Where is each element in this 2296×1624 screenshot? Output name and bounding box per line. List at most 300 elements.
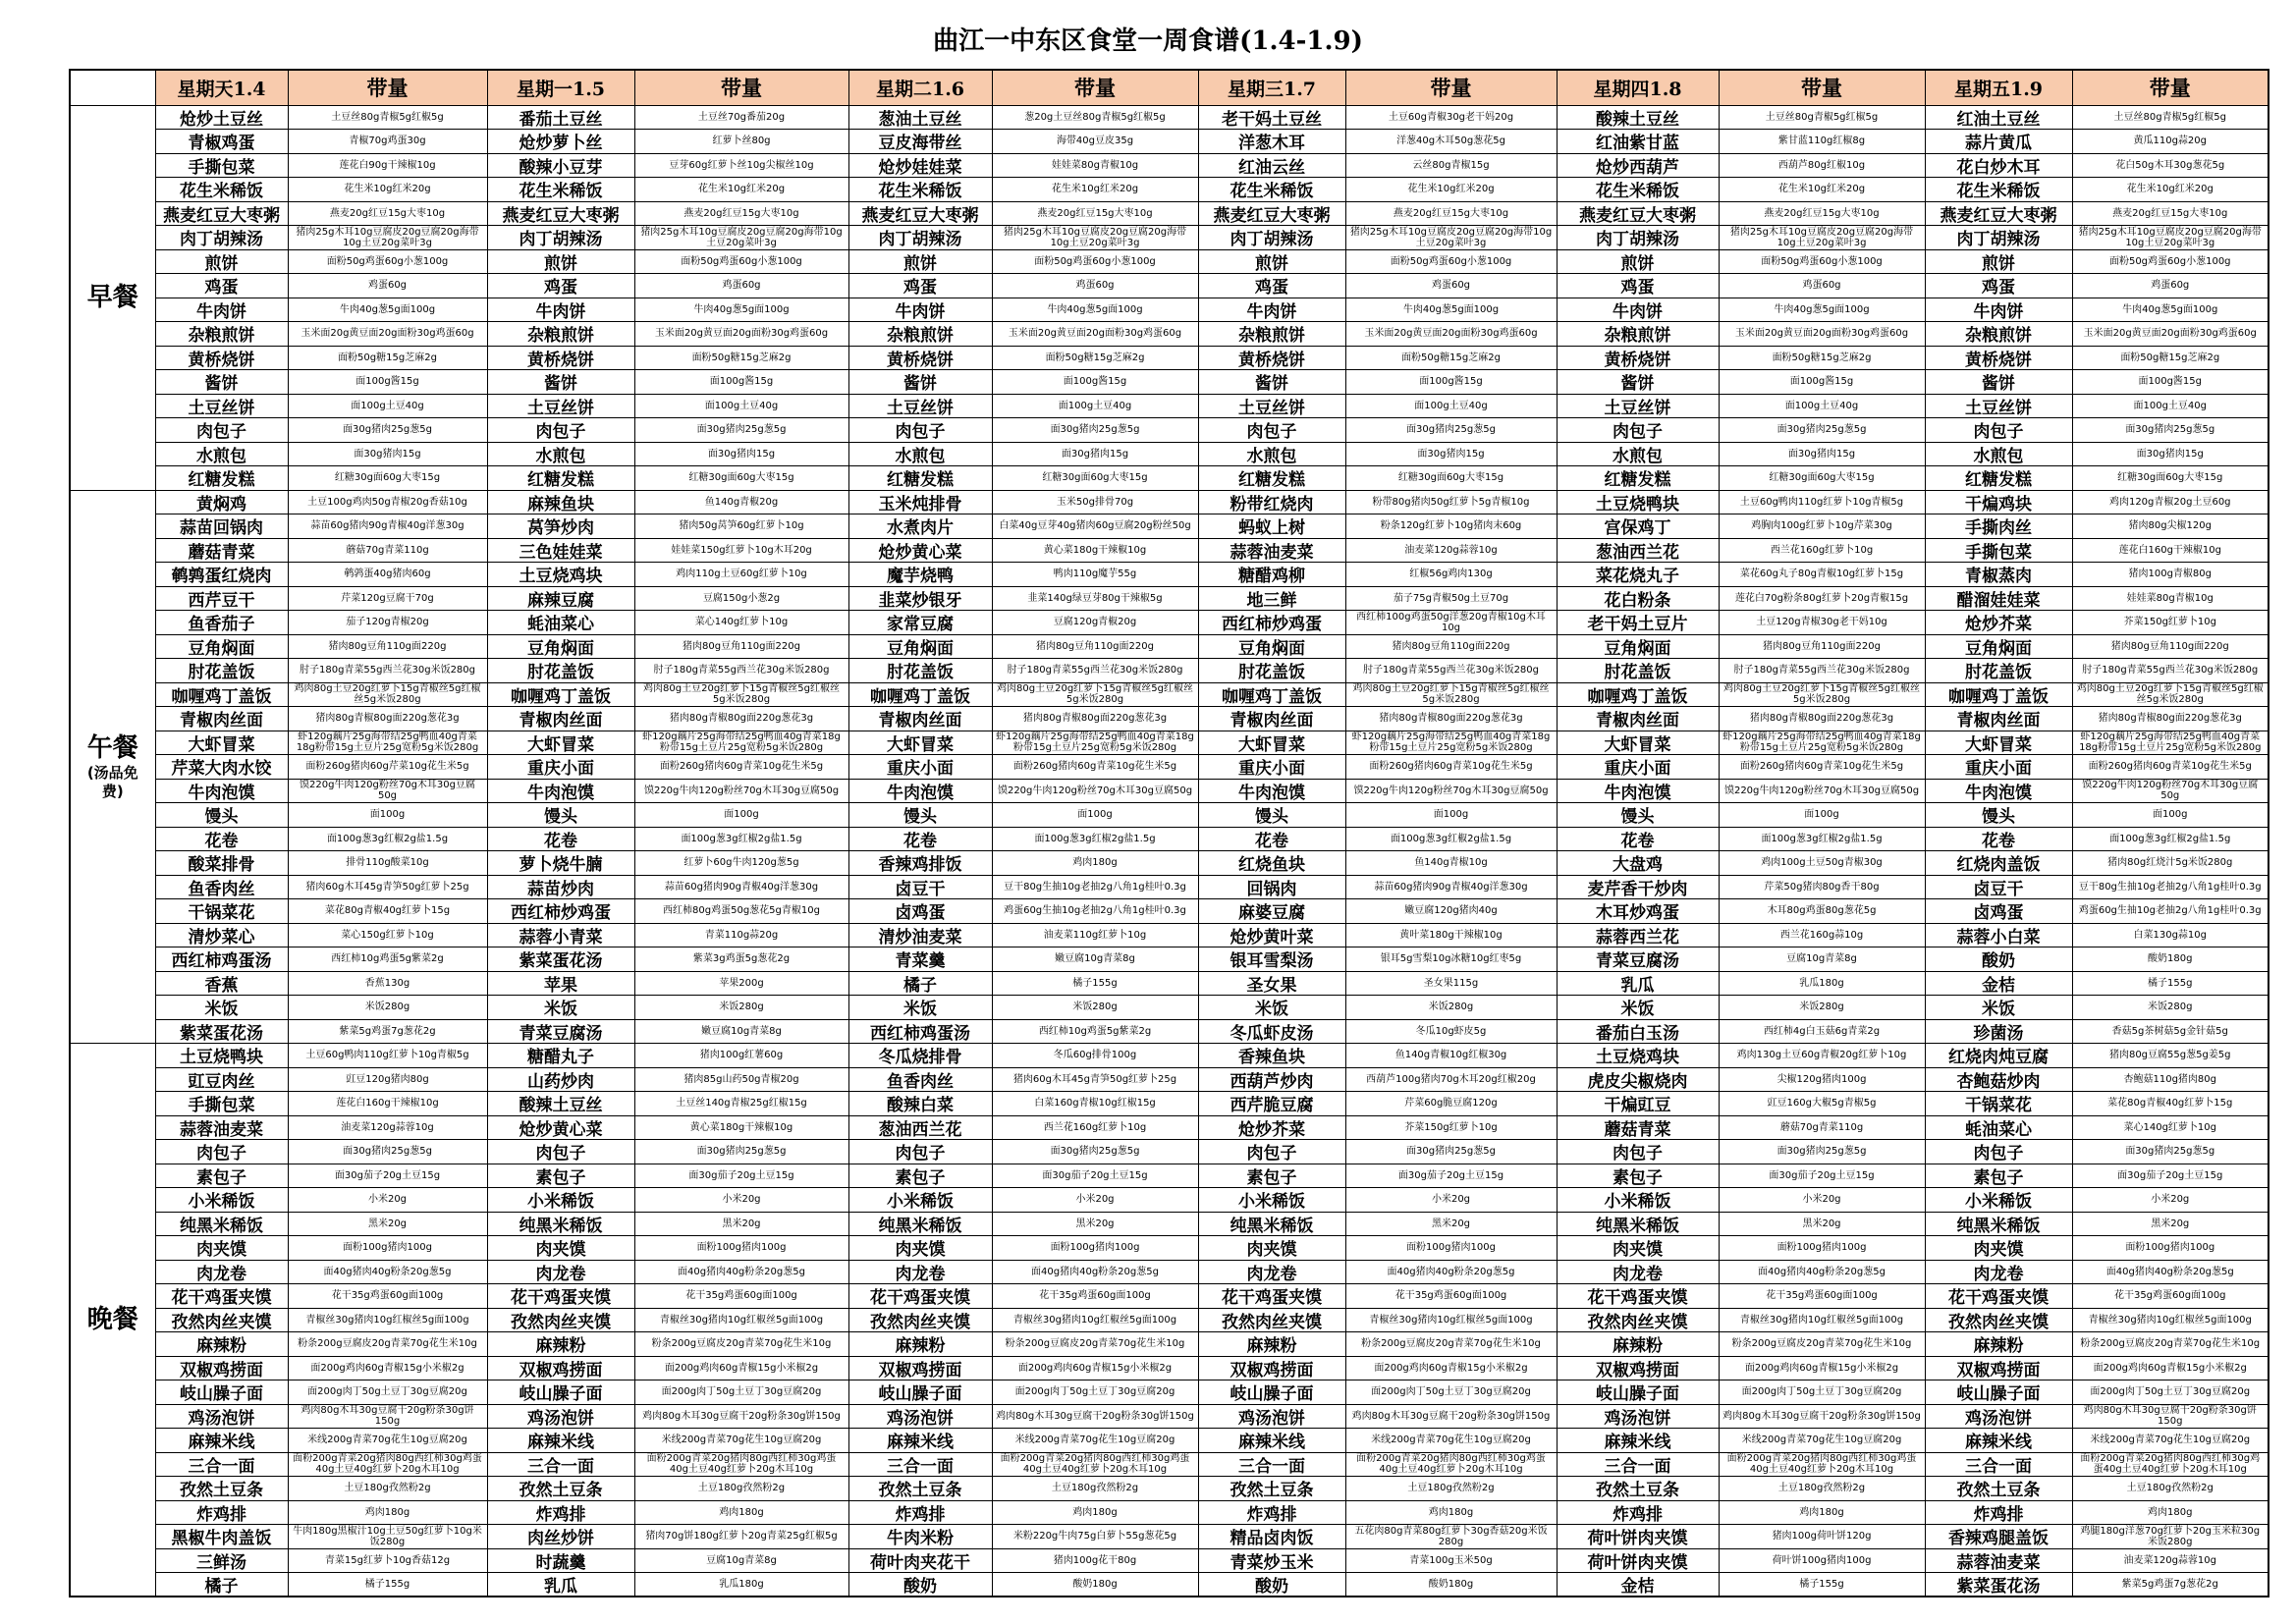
dish-cell: [1925, 875, 2072, 899]
quantity-cell: [288, 1044, 487, 1068]
quantity-cell: [992, 130, 1198, 154]
dish-quantity: 牛肉40g葱5g面100g: [2122, 303, 2218, 315]
dish-cell: [487, 466, 634, 491]
quantity-cell: [992, 1548, 1198, 1573]
dish-name: 干煸豇豆: [1604, 1096, 1671, 1115]
dish-cell: [1925, 105, 2072, 130]
quantity-cell: [2072, 1452, 2269, 1477]
dish-cell: [1198, 827, 1345, 851]
dish-name: 青菜豆腐汤: [519, 1023, 603, 1043]
quantity-cell: [634, 1380, 848, 1405]
quantity-cell: [992, 586, 1198, 611]
dish-name: 鹌鹑蛋红烧肉: [171, 567, 272, 586]
dish-quantity: 黑米20g: [1431, 1218, 1471, 1229]
dish-name: 红糖发糕: [887, 470, 954, 490]
dish-name: 花生米稀饭: [519, 182, 603, 201]
dish-quantity: 菜心140g红萝卜10g: [2123, 1121, 2216, 1133]
dish-quantity: 馍220g牛肉120g粉丝70g木耳30g豆腐50g: [2082, 780, 2259, 802]
quantity-cell: [2072, 346, 2269, 370]
dish-quantity: 玉米面20g黄豆面20g面粉30g鸡蛋60g: [1364, 328, 1538, 340]
dish-cell: [487, 1429, 634, 1453]
menu-row: [70, 563, 2269, 587]
quantity-cell: [1719, 947, 1925, 972]
dish-quantity: 燕麦20g红豆15g大枣10g: [2112, 207, 2228, 219]
dish-cell: [155, 322, 288, 347]
quantity-cell: [634, 971, 848, 996]
dish-quantity: 面100g酱15g: [1063, 376, 1127, 388]
menu-row: [70, 370, 2269, 395]
dish-quantity: 鸡蛋60g: [1075, 280, 1115, 292]
dish-name: 燕麦红豆大枣粥: [163, 205, 280, 225]
dish-cell: [1557, 1477, 1719, 1501]
quantity-cell: [2072, 659, 2269, 683]
dish-cell: [487, 1404, 634, 1429]
dish-quantity: 面粉260g猪肉60g青菜10g花生米5g: [1369, 761, 1533, 773]
dish-name: 双椒鸡捞面: [519, 1360, 603, 1380]
quantity-cell: [288, 1067, 487, 1092]
dish-name: 牛肉饼: [535, 301, 586, 321]
dish-name: 香辣鸡腿盖饭: [1948, 1529, 2049, 1548]
dish-name: 豆角焖面: [887, 638, 954, 658]
quantity-cell: [1719, 201, 1925, 226]
dish-cell: [487, 538, 634, 563]
dish-cell: [155, 1477, 288, 1501]
quantity-cell: [1345, 466, 1557, 491]
quantity-cell: [634, 442, 848, 466]
dish-quantity: 粉条200g豆腐皮20g青菜70g花生米10g: [1361, 1338, 1541, 1350]
dish-quantity: 面100g土豆40g: [2133, 400, 2207, 411]
quantity-cell: [992, 659, 1198, 683]
dish-name: 老干妈土豆丝: [1222, 109, 1322, 129]
dish-quantity: 鸡肉80g土豆20g红萝卜15g青椒丝5g红椒丝5g米饭280g: [643, 683, 840, 706]
dish-cell: [487, 249, 634, 274]
dish-cell: [155, 346, 288, 370]
dish-cell: [155, 563, 288, 587]
dish-name: 肘花盖饭: [1238, 663, 1305, 682]
quantity-cell: [288, 827, 487, 851]
quantity-cell: [634, 394, 848, 418]
dish-quantity: 猪肉100g荷叶饼120g: [1772, 1531, 1872, 1543]
dish-name: 紫菜蛋花汤: [180, 1023, 263, 1043]
dish-quantity: 鸡肉80g木耳30g豆腐干20g粉条30g饼150g: [1351, 1410, 1551, 1422]
dish-name: 孜然肉丝夹馍: [1587, 1312, 1688, 1331]
dish-cell: [1557, 1308, 1719, 1332]
dish-quantity: 油麦菜120g蒜蓉10g: [2123, 1554, 2216, 1566]
dish-name: 小米稀饭: [887, 1192, 954, 1212]
quantity-cell: [1345, 130, 1557, 154]
dish-quantity: 玉米面20g黄豆面20g面粉30g鸡蛋60g: [301, 328, 474, 340]
dish-quantity: 面30g猪肉15g: [1061, 448, 1129, 460]
quantity-cell: [1719, 394, 1925, 418]
dish-cell: [1557, 274, 1719, 298]
dish-cell: [1198, 634, 1345, 659]
dish-quantity: 白菜160g青椒10g红椒15g: [1034, 1098, 1156, 1110]
dish-quantity: 猪肉80g红烧汁5g米饭280g: [2107, 857, 2233, 869]
dish-name: 西芹豆干: [188, 590, 255, 610]
dish-cell: [1925, 418, 2072, 443]
dish-cell: [1925, 1573, 2072, 1597]
dish-quantity: 青椒丝30g猪肉10g红椒丝5g面100g: [2088, 1314, 2252, 1326]
dish-quantity: 花生米10g红米20g: [2126, 184, 2214, 195]
dish-name: 土豆丝饼: [527, 398, 594, 417]
dish-cell: [155, 1092, 288, 1116]
dish-quantity: 黄叶菜180g干辣椒10g: [1399, 929, 1503, 941]
dish-cell: [1925, 923, 2072, 947]
quantity-cell: [288, 274, 487, 298]
dish-name: 鸡蛋: [1255, 278, 1288, 298]
dish-name: 酸辣土豆丝: [519, 1096, 603, 1115]
dish-cell: [1925, 1140, 2072, 1164]
dish-cell: [487, 634, 634, 659]
dish-quantity: 牛肉40g葱5g面100g: [1402, 303, 1500, 315]
dish-quantity: 米线200g青菜70g花生10g豆腐20g: [661, 1435, 822, 1446]
quantity-cell: [1345, 1500, 1557, 1525]
dish-cell: [848, 779, 992, 803]
dish-name: 酱饼: [204, 374, 239, 394]
quantity-cell: [288, 394, 487, 418]
quantity-cell: [992, 1260, 1198, 1284]
quantity-cell: [992, 851, 1198, 876]
dish-quantity: 面粉260g猪肉60g青菜10g花生米5g: [659, 761, 824, 773]
dish-name: 肘花盖饭: [1604, 663, 1671, 682]
menu-row: [70, 153, 2269, 178]
dish-quantity: 鸡肉80g木耳30g豆腐干20g粉条30g饼150g: [1722, 1410, 1921, 1422]
menu-row: [70, 274, 2269, 298]
dish-cell: [1198, 1404, 1345, 1429]
dish-name: 酱饼: [544, 374, 577, 394]
dish-name: 清炒油麦菜: [878, 927, 962, 947]
dish-quantity: 鸡蛋60g: [367, 280, 408, 292]
quantity-cell: [992, 226, 1198, 250]
dish-name: 麻辣豆腐: [527, 590, 594, 610]
dish-name: 麻辣米线: [1965, 1433, 2032, 1452]
dish-quantity: 面粉50g糖15g芝麻2g: [691, 352, 792, 363]
dish-cell: [487, 971, 634, 996]
menu-row: [70, 394, 2269, 418]
quantity-cell: [992, 1525, 1198, 1549]
quantity-cell: [992, 827, 1198, 851]
quantity-cell: [992, 1380, 1198, 1405]
dish-cell: [848, 1019, 992, 1044]
quantity-cell: [634, 923, 848, 947]
dish-cell: [1557, 586, 1719, 611]
dish-name: 肉夹馍: [535, 1240, 586, 1260]
day-header: 星期四1.8: [1557, 70, 1719, 105]
dish-cell: [1925, 1500, 2072, 1525]
menu-row: [70, 586, 2269, 611]
dish-quantity: 面40g猪肉40g粉条20g葱5g: [2105, 1266, 2234, 1277]
menu-row: [70, 707, 2269, 731]
dish-name: 肉夹馍: [1246, 1240, 1297, 1260]
dish-quantity: 鸡肉80g木耳30g豆腐干20g粉条30g饼150g: [301, 1405, 474, 1428]
dish-name: 牛肉泡馍: [1238, 783, 1305, 802]
dish-cell: [1557, 442, 1719, 466]
dish-name: 西红柿鸡蛋汤: [171, 951, 272, 971]
quantity-cell: [288, 1308, 487, 1332]
quantity-cell: [992, 731, 1198, 755]
dish-quantity: 馍220g牛肉120g粉丝70g木耳30g豆腐50g: [299, 780, 475, 802]
dish-cell: [1198, 1115, 1345, 1140]
dish-quantity: 猪肉60g木耳45g青笋50g红萝卜25g: [1012, 1073, 1177, 1085]
dish-name: 咖喱鸡丁盖饭: [1948, 686, 2049, 706]
dish-quantity: 土豆100g鸡肉50g青椒20g香菇10g: [307, 496, 467, 508]
dish-cell: [155, 875, 288, 899]
dish-name: 小米稀饭: [188, 1192, 255, 1212]
quantity-cell: [2072, 1404, 2269, 1429]
dish-cell: [848, 298, 992, 322]
dish-cell: [848, 249, 992, 274]
quantity-cell: [288, 1164, 487, 1188]
dish-quantity: 荷叶饼100g猪肉100g: [1772, 1554, 1872, 1566]
quantity-cell: [634, 1477, 848, 1501]
dish-name: 馒头: [1255, 807, 1288, 827]
dish-name: 三色娃娃菜: [519, 542, 603, 562]
quantity-cell: [1345, 1356, 1557, 1380]
menu-row: [70, 682, 2269, 707]
dish-cell: [1557, 1548, 1719, 1573]
dish-name: 回锅肉: [1246, 879, 1297, 898]
dish-quantity: 冬瓜10g虾皮5g: [1415, 1025, 1487, 1037]
quantity-cell: [1719, 1573, 1925, 1597]
dish-name: 水煎包: [895, 446, 946, 465]
dish-cell: [1198, 1044, 1345, 1068]
quantity-cell: [992, 442, 1198, 466]
dish-quantity: 酸奶180g: [1072, 1579, 1118, 1590]
dish-cell: [1198, 249, 1345, 274]
dish-cell: [1198, 514, 1345, 539]
dish-quantity: 粉带80g猪肉50g红萝卜5g青椒10g: [1372, 496, 1530, 508]
quantity-cell: [288, 634, 487, 659]
dish-cell: [155, 1212, 288, 1236]
quantity-cell: [288, 899, 487, 924]
dish-cell: [1198, 105, 1345, 130]
dish-name: 燕麦红豆大枣粥: [502, 205, 620, 225]
quantity-cell: [1719, 1236, 1925, 1261]
dish-cell: [1925, 779, 2072, 803]
dish-name: 肉包子: [1613, 1144, 1663, 1164]
dish-cell: [155, 514, 288, 539]
dish-cell: [1557, 875, 1719, 899]
dish-quantity: 米线200g青菜70g花生10g豆腐20g: [307, 1435, 467, 1446]
dish-name: 花卷: [1255, 831, 1288, 850]
dish-quantity: 米饭280g: [1428, 1001, 1474, 1013]
menu-row: [70, 611, 2269, 635]
dish-name: 杂粮煎饼: [1965, 326, 2032, 346]
dish-name: 米饭: [544, 1000, 577, 1019]
dish-name: 煎饼: [903, 253, 937, 273]
dish-cell: [1198, 586, 1345, 611]
dish-name: 红糖发糕: [1238, 470, 1305, 490]
dish-quantity: 橘子155g: [2148, 977, 2193, 989]
dish-name: 素包子: [1613, 1167, 1663, 1187]
dish-cell: [1557, 611, 1719, 635]
quantity-cell: [288, 1404, 487, 1429]
quantity-cell: [1345, 851, 1557, 876]
dish-cell: [487, 1525, 634, 1549]
dish-cell: [848, 731, 992, 755]
dish-name: 孜然肉丝夹馍: [1948, 1312, 2049, 1331]
dish-name: 肉包子: [535, 422, 586, 442]
quantity-cell: [1719, 1164, 1925, 1188]
dish-name: 花卷: [903, 831, 937, 850]
dish-name: 鸡蛋: [1982, 278, 2015, 298]
dish-cell: [155, 682, 288, 707]
dish-quantity: 面30g猪肉15g: [1787, 448, 1856, 460]
dish-cell: [155, 1500, 288, 1525]
quantity-cell: [1719, 1115, 1925, 1140]
quantity-cell: [1345, 731, 1557, 755]
dish-name: 馒头: [544, 807, 577, 827]
dish-cell: [1198, 1067, 1345, 1092]
dish-name: 素包子: [535, 1167, 586, 1187]
day-header: 星期天1.4: [155, 70, 288, 105]
dish-name: 菜花烧丸子: [1596, 567, 1679, 586]
quantity-cell: [1345, 563, 1557, 587]
dish-name: 炸鸡排: [1973, 1504, 2024, 1524]
quantity-cell: [634, 1332, 848, 1357]
dish-name: 水煎包: [1613, 446, 1663, 465]
dish-name: 红烧肉炖豆腐: [1948, 1048, 2049, 1067]
dish-cell: [848, 1212, 992, 1236]
quantity-cell: [288, 803, 487, 828]
quantity-cell: [1345, 634, 1557, 659]
dish-name: 圣女果: [1246, 975, 1297, 995]
dish-name: 麻婆豆腐: [1238, 903, 1305, 923]
menu-row: [70, 1140, 2269, 1164]
dish-cell: [487, 1356, 634, 1380]
dish-name: 馒头: [903, 807, 937, 827]
dish-quantity: 西红柿80g鸡蛋50g葱花5g青椒10g: [663, 905, 820, 917]
dish-cell: [1198, 1188, 1345, 1213]
dish-cell: [1925, 755, 2072, 780]
dish-quantity: 西兰花160g蒜10g: [1779, 929, 1864, 941]
menu-row: [70, 755, 2269, 780]
quantity-cell: [1345, 899, 1557, 924]
dish-cell: [487, 1573, 634, 1597]
quantity-cell: [2072, 1115, 2269, 1140]
quantity-cell: [992, 707, 1198, 731]
dish-name: 麻辣粉: [895, 1336, 946, 1356]
menu-row: [70, 201, 2269, 226]
dish-quantity: 面30g猪肉25g葱5g: [1406, 424, 1496, 436]
dish-quantity: 牛肉40g葱5g面100g: [339, 303, 436, 315]
dish-quantity: 牛肉40g葱5g面100g: [1047, 303, 1143, 315]
dish-quantity: 面30g茄子20g土豆15g: [1397, 1169, 1504, 1181]
quantity-cell: [2072, 586, 2269, 611]
dish-quantity: 馍220g牛肉120g粉丝70g木耳30g豆腐50g: [643, 785, 840, 796]
dish-name: 荷叶肉夹花干: [870, 1552, 970, 1572]
menu-row: [70, 418, 2269, 443]
dish-name: 鸡蛋: [544, 278, 577, 298]
dish-name: 青菜豆腐汤: [1596, 951, 1679, 971]
quantity-cell: [1345, 996, 1557, 1020]
dish-quantity: 土豆180g孜然粉2g: [1051, 1483, 1139, 1494]
dish-name: 酸奶: [903, 1577, 937, 1596]
dish-name: 纯黑米稀饭: [878, 1216, 962, 1235]
dish-name: 土豆丝饼: [887, 398, 954, 417]
dish-cell: [848, 346, 992, 370]
quantity-cell: [992, 1500, 1198, 1525]
menu-row: [70, 827, 2269, 851]
dish-name: 葱油西兰花: [878, 1119, 962, 1139]
dish-quantity: 面30g猪肉25g葱5g: [1050, 1146, 1140, 1158]
dish-cell: [155, 274, 288, 298]
dish-cell: [1925, 1548, 2072, 1573]
dish-cell: [1557, 827, 1719, 851]
menu-row: [70, 442, 2269, 466]
dish-cell: [487, 1452, 634, 1477]
dish-cell: [1557, 1404, 1719, 1429]
dish-name: 土豆丝饼: [1604, 398, 1671, 417]
dish-name: 时蔬羹: [535, 1552, 586, 1572]
quantity-cell: [992, 1115, 1198, 1140]
dish-cell: [1925, 153, 2072, 178]
quantity-cell: [1719, 178, 1925, 202]
quantity-cell: [1345, 875, 1557, 899]
dish-name: 麻辣米线: [1238, 1433, 1305, 1452]
dish-name: 纯黑米稀饭: [1956, 1216, 2041, 1235]
dish-name: 红糖发糕: [1604, 470, 1671, 490]
dish-name: 红油紫甘蓝: [1596, 134, 1679, 153]
dish-quantity: 肘子180g青菜55g西兰花30g米饭280g: [2082, 665, 2259, 677]
dish-quantity: 红萝卜60g牛肉120g葱5g: [683, 857, 799, 869]
dish-quantity: 猪肉80g青椒80g面220g葱花3g: [1749, 713, 1894, 725]
quantity-cell: [288, 1212, 487, 1236]
dish-name: 素包子: [196, 1167, 246, 1187]
quantity-cell: [634, 130, 848, 154]
dish-name: 肉包子: [1246, 1144, 1297, 1164]
dish-cell: [848, 153, 992, 178]
quantity-cell: [2072, 201, 2269, 226]
dish-cell: [1198, 875, 1345, 899]
dish-name: 炸鸡排: [196, 1504, 246, 1524]
dish-quantity: 土豆120g青椒30g老干妈10g: [1756, 617, 1887, 628]
menu-row: [70, 1212, 2269, 1236]
dish-name: 肉丁胡辣汤: [1596, 230, 1679, 249]
dish-cell: [1198, 370, 1345, 395]
dish-cell: [1557, 514, 1719, 539]
dish-name: 豆角焖面: [1604, 638, 1671, 658]
dish-name: 青椒鸡蛋: [188, 134, 255, 153]
dish-quantity: 黄心菜180g干辣椒10g: [689, 1121, 793, 1133]
dish-name: 荷叶饼肉夹馍: [1587, 1552, 1688, 1572]
dish-cell: [1557, 1356, 1719, 1380]
dish-cell: [155, 1115, 288, 1140]
quantity-cell: [288, 490, 487, 514]
quantity-cell: [1719, 875, 1925, 899]
quantity-cell: [634, 875, 848, 899]
dish-cell: [155, 442, 288, 466]
menu-row: [70, 1452, 2269, 1477]
quantity-cell: [1345, 1188, 1557, 1213]
dish-quantity: 面30g猪肉25g葱5g: [343, 1146, 432, 1158]
dish-name: 干煸鸡块: [1965, 494, 2032, 514]
quantity-cell: [2072, 779, 2269, 803]
dish-name: 酸辣小豆芽: [519, 157, 603, 177]
dish-cell: [1557, 249, 1719, 274]
dish-cell: [848, 178, 992, 202]
dish-quantity: 花生米10g红米20g: [1051, 184, 1139, 195]
quantity-cell: [288, 322, 487, 347]
quantity-cell: [1345, 971, 1557, 996]
dish-quantity: 西红柿100g鸡蛋50g洋葱20g青椒10g木耳10g: [1356, 611, 1546, 633]
dish-cell: [1198, 611, 1345, 635]
quantity-cell: [2072, 1477, 2269, 1501]
dish-quantity: 青椒丝30g猪肉10g红椒丝5g面100g: [305, 1314, 469, 1326]
dish-cell: [487, 1260, 634, 1284]
dish-name: 卤鸡蛋: [1973, 903, 2024, 923]
quantity-cell: [992, 1573, 1198, 1597]
